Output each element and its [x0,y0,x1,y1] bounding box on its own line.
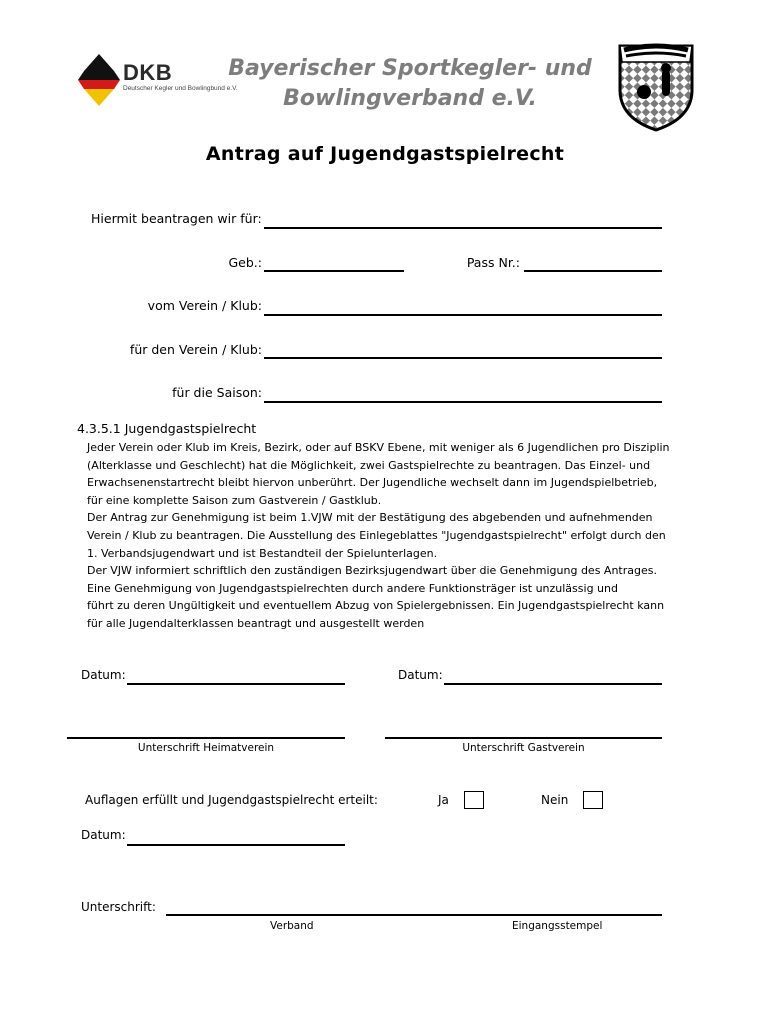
vom-verein-label: vom Verein / Klub: [147,298,262,313]
signature-heimat-caption: Unterschrift Heimatverein [137,742,275,754]
organization-name-line1: Bayerischer Sportkegler- und [228,56,592,81]
eingangsstempel-caption: Eingangsstempel [512,920,603,932]
ja-label: Ja [438,793,449,807]
rule-line: Der VJW informiert schriftlich den zuständigen Bezirksjugendwart über die Genehmigung des Antrages. [87,564,657,578]
datum-left-label: Datum: [81,668,126,682]
dkb-logo-text: DKB [123,60,173,85]
approval-text: Auflagen erfüllt und Jugendgastspielrecht erteilt: [85,793,378,807]
rule-line: für alle Jugendalterklassen beantragt und ausgestellt werden [87,616,425,630]
beantragen-field[interactable] [264,227,662,229]
approval-datum-field[interactable] [127,844,345,846]
rule-line: Der Antrag zur Genehmigung ist beim 1.VJW mit der Bestätigung des abgebenden und aufnehmenden [87,511,653,525]
nein-label: Nein [541,793,569,807]
rule-paragraph [87,439,687,633]
rule-line: (Alterklasse und Geschlecht) hat die Möglichkeit, zwei Gastspielrechte zu beantragen. Das Einzel- und [87,458,651,472]
bskv-crest-icon [612,40,700,132]
saison-label: für die Saison: [172,385,262,400]
rule-line: Erwachsenenstartrecht bleibt hiervon unberührt. Der Jugendliche wechselt dann im Jugendspielbetrieb, [87,476,658,490]
fuer-verein-label: für den Verein / Klub: [129,342,262,357]
geb-label: Geb.: [228,255,262,270]
rule-line: Eine Genehmigung von Jugendgastspielrechten durch andere Funktionsträger ist unzulässig und [87,581,618,595]
datum-right-field[interactable] [444,683,662,685]
signature-gast-caption: Unterschrift Gastverein [462,742,585,754]
pass-field[interactable] [524,270,662,272]
rule-heading: 4.3.5.1 Jugendgastspielrecht [77,421,257,436]
rule-line: führt zu deren Ungültigkeit und eventuellem Abzug von Spielergebnissen. Ein Jugendgastspielrecht kann [87,599,665,613]
unterschrift-label: Unterschrift: [81,900,156,914]
organization-name-line2: Bowlingverband e.V. [283,86,537,111]
page-title: Antrag auf Jugendgastspielrecht [205,143,565,165]
fuer-verein-field[interactable] [264,357,662,359]
signature-heimat-line[interactable] [67,737,345,739]
geb-field[interactable] [264,270,404,272]
pass-label: Pass Nr.: [466,255,520,270]
signature-gast-line[interactable] [385,737,662,739]
approval-datum-label: Datum: [81,828,126,842]
nein-checkbox[interactable] [583,791,603,809]
ja-checkbox[interactable] [464,791,484,809]
rule-line: für eine komplette Saison zum Gastverein / Gastklub. [87,493,382,507]
unterschrift-field[interactable] [166,914,662,916]
beantragen-label: Hiermit beantragen wir für: [91,211,262,226]
datum-right-label: Datum: [398,668,443,682]
rule-line: 1. Verbandsjugendwart und ist Bestandteil der Spielunterlagen. [87,546,438,560]
saison-field[interactable] [264,401,662,403]
organization-name [225,54,595,114]
dkb-subtitle: Deutscher Kegler und Bowlingbund e.V. [123,85,238,92]
vom-verein-field[interactable] [264,314,662,316]
datum-left-field[interactable] [127,683,345,685]
dkb-logo [74,52,124,108]
rule-line: Jeder Verein oder Klub im Kreis, Bezirk, oder auf BSKV Ebene, mit weniger als 6 Jugendlichen pro Disziplin [87,441,670,454]
verband-caption: Verband [270,920,314,932]
rule-line: Verein / Klub zu beantragen. Die Ausstellung des Einlegeblattes "Jugendgastspielrecht" erfolgt durch den [87,528,666,542]
